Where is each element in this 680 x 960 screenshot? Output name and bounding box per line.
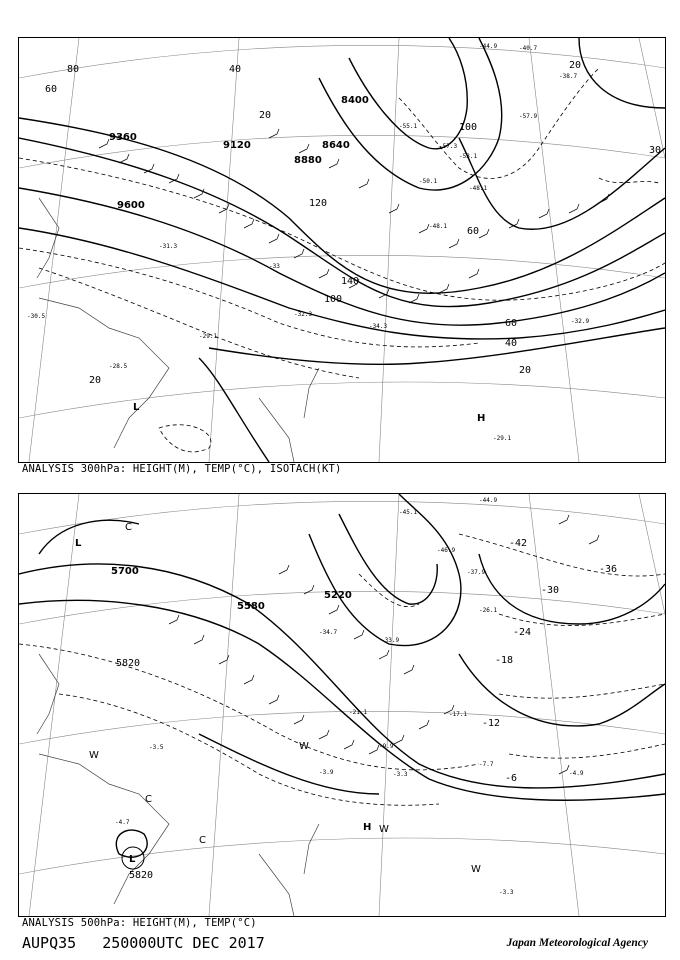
station-temp: -33 [269, 263, 280, 270]
station-temp: -3.9 [319, 769, 334, 776]
station-temp: -40.7 [519, 45, 538, 52]
station-temp: -48.1 [429, 223, 448, 230]
station-temp: -4.9 [569, 770, 584, 777]
isotherm-label: -36 [599, 564, 618, 575]
height-label-9600: 9600 [117, 200, 145, 211]
agency-name: Japan Meteorological Agency [506, 937, 648, 949]
isotach-label: 100 [459, 122, 478, 133]
height-labels [111, 566, 352, 881]
station-temp: -26.1 [479, 607, 498, 614]
station-temp: -31.3 [159, 243, 178, 250]
isotach-label: 60 [505, 318, 518, 329]
isotach-label: 120 [309, 198, 328, 209]
low-center-marker: L [75, 538, 82, 549]
chart-id: AUPQ35 [22, 934, 77, 952]
high-center-marker: H [363, 822, 372, 833]
map-500hpa-svg [19, 494, 665, 916]
chart-footer [22, 934, 291, 952]
station-temp: -30.5 [27, 313, 46, 320]
station-temp: -29.1 [199, 333, 218, 340]
station-temps [115, 497, 584, 896]
height-label-5580: 5580 [237, 601, 265, 612]
map-panel-500hpa [18, 493, 666, 917]
height-label-5820: 5820 [116, 658, 141, 669]
isotach-labels [45, 60, 661, 386]
height-label-5700: 5700 [111, 566, 139, 577]
warm-center-marker: W [89, 750, 99, 761]
isotach-label: 80 [67, 64, 80, 75]
height-label-8400: 8400 [341, 95, 369, 106]
station-temp: -21.1 [349, 709, 368, 716]
cold-center-marker: C [125, 522, 132, 533]
station-temp: -9.9 [379, 743, 394, 750]
station-temp: -3.3 [393, 771, 408, 778]
station-temp: -53.1 [459, 153, 478, 160]
graticule [19, 494, 665, 916]
isotherm-label: -18 [495, 655, 514, 666]
coastline [37, 198, 319, 462]
height-label-5820: 5820 [129, 870, 154, 881]
isotach-label: 140 [341, 276, 360, 287]
station-temp: -34.7 [319, 629, 338, 636]
map-panel-300hpa [18, 37, 666, 463]
cold-center-marker: C [145, 794, 152, 805]
valid-time: 250000UTC DEC 2017 [102, 934, 265, 952]
isotherm-label: -42 [509, 538, 528, 549]
isotach-label: 20 [519, 365, 532, 376]
height-label-8880: 8880 [294, 155, 322, 166]
station-temp: -33.9 [381, 637, 400, 644]
station-temp: -32.9 [571, 318, 590, 325]
isotach-label: 20 [259, 110, 272, 121]
station-temp: -37.9 [467, 569, 486, 576]
station-temp: -50.1 [419, 178, 438, 185]
isotherm-label: -30 [541, 585, 560, 596]
isotherm-dashed [19, 68, 665, 452]
station-temp: -44.9 [479, 43, 498, 50]
height-label-8640: 8640 [322, 140, 350, 151]
height-label-5220: 5220 [324, 590, 352, 601]
isotach-label: 40 [505, 338, 518, 349]
height-labels [109, 95, 369, 211]
height-label-9120: 9120 [223, 140, 251, 151]
isotach-label: 20 [89, 375, 102, 386]
low-center-marker: L [129, 854, 136, 865]
station-temp: -55.1 [399, 123, 418, 130]
height-contours [19, 494, 665, 857]
warm-center-marker: W [379, 824, 389, 835]
cold-center-marker: C [199, 835, 206, 846]
station-temp: -34.3 [369, 323, 388, 330]
station-temp: -46.9 [437, 547, 456, 554]
isotherm-label: -6 [505, 773, 518, 784]
isotach-label: 60 [45, 84, 58, 95]
high-center-marker: H [477, 413, 486, 424]
station-temp: -57.9 [519, 113, 538, 120]
station-temp: -45.1 [399, 509, 418, 516]
panel-caption-300hpa: ANALYSIS 300hPa: HEIGHT(M), TEMP(°C), ISOTACH(KT) [22, 463, 342, 475]
station-temp: -17.1 [449, 711, 468, 718]
low-center-marker: L [133, 402, 140, 413]
isotach-label: 30 [649, 145, 662, 156]
coastline [37, 654, 319, 916]
station-temp: -3.3 [499, 889, 514, 896]
station-temp: -44.9 [479, 497, 498, 504]
map-300hpa-svg [19, 38, 665, 462]
station-temp: -4.7 [115, 819, 130, 826]
station-temp: -7.7 [479, 761, 494, 768]
isotherm-label: -24 [513, 627, 532, 638]
isotherm-label: -12 [482, 718, 501, 729]
panel-caption-500hpa: ANALYSIS 500hPa: HEIGHT(M), TEMP(°C) [22, 917, 257, 929]
station-temp: -48.1 [469, 185, 488, 192]
station-temp: -57.3 [439, 143, 458, 150]
isotach-label: 40 [229, 64, 242, 75]
station-temp: -32.3 [294, 311, 313, 318]
isotach-label: 20 [569, 60, 582, 71]
warm-center-marker: W [471, 864, 481, 875]
station-temp: -38.7 [559, 73, 578, 80]
warm-center-marker: W [299, 741, 309, 752]
station-temp: -3.5 [149, 744, 164, 751]
high-center-value: -29.1 [493, 435, 512, 442]
isotach-label: 60 [467, 226, 480, 237]
pressure-centers [133, 402, 511, 442]
height-label-9360: 9360 [109, 132, 137, 143]
station-temp: -28.5 [109, 363, 128, 370]
isotherm-labels [482, 538, 617, 784]
isotach-label: 100 [324, 294, 343, 305]
